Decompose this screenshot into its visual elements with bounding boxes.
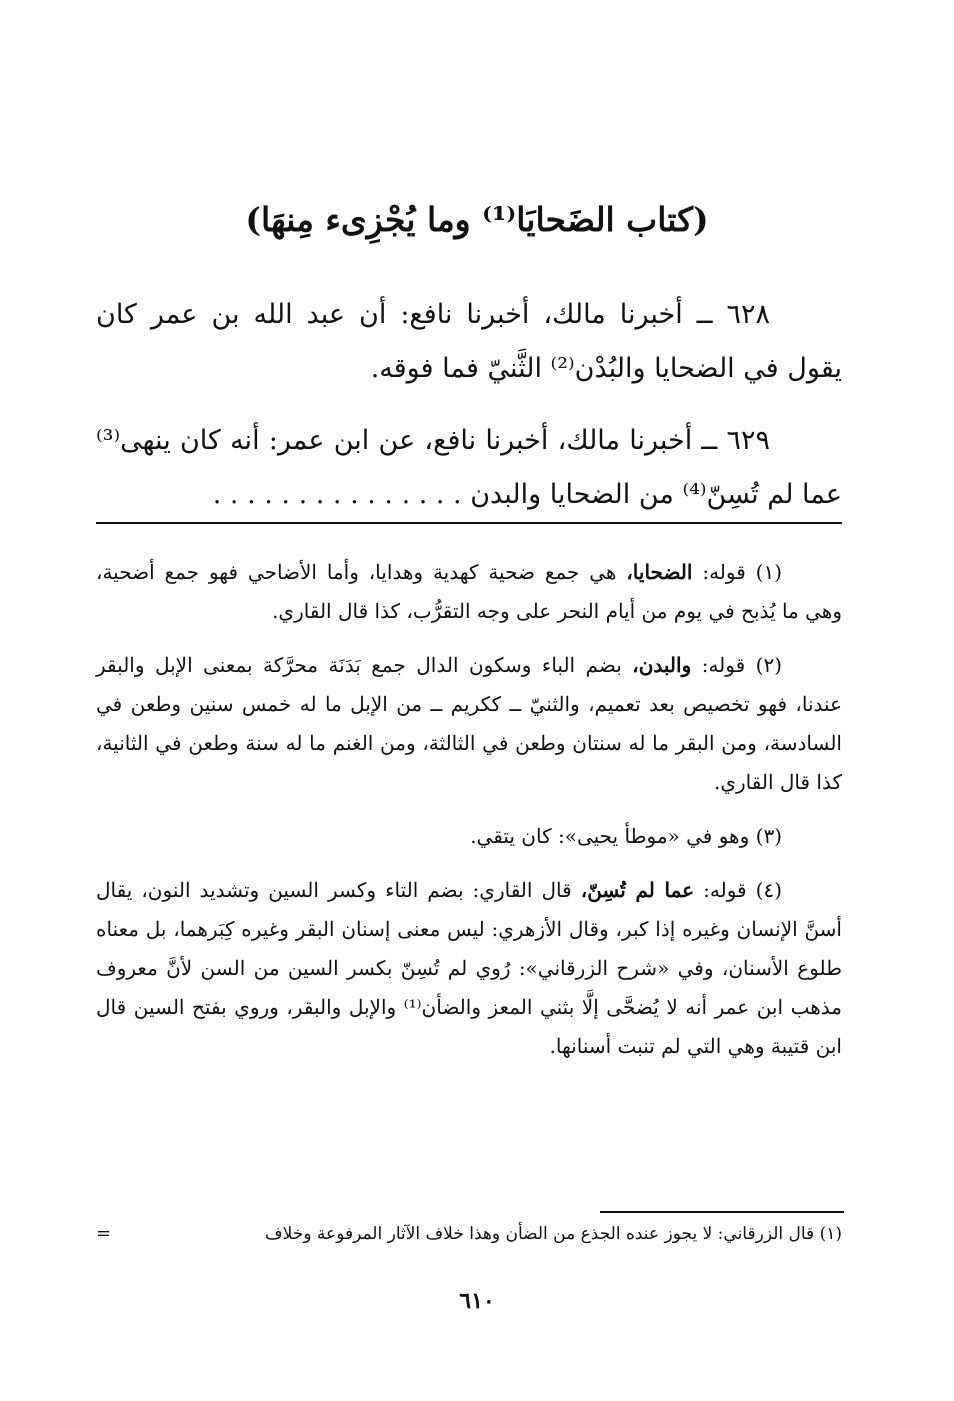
- sub-footnote: [96, 1219, 842, 1249]
- footnote-lead: قوله:: [701, 653, 746, 677]
- footnote-text: قال القاري: بضم التاء وكسر السين وتشديد النون، يقال أسنَّ الإنسان وغيره إذا كبر، وقال الأزهري: ليس معنى إسنان البقر وغيره كِبَرهما، بل معناه طلوع الأسنان، وفي «شرح الزرقاني»: رُوي لم تُسِنّ بكسر السين من السن لأنَّ معروف مذهب ابن عمر أنه لا يُضحَّى إلَّا بثني المعز والضأن⁽¹⁾ والإبل والبقر، وروي بفتح السين قال ابن قتيبة وهي التي لم تنبت أسنانها.: [96, 878, 842, 1058]
- footnote-2: [96, 646, 842, 802]
- footnote-keyword: والبدن،: [632, 653, 692, 677]
- footnote-1: [96, 553, 842, 631]
- hadith-628: ٦٢٨ ــ أخبرنا مالك، أخبرنا نافع: أن عبد الله بن عمر كان يقول في الضحايا والبُدْن⁽²⁾ الثَّنيّ فما فوقه.: [96, 299, 842, 384]
- footnote-separator: [96, 522, 842, 524]
- footnote-3: [96, 817, 842, 856]
- page-number: ٦١٠: [459, 1288, 495, 1314]
- footnote-lead: قوله:: [703, 878, 747, 902]
- footnote-text: هي جمع ضحية كهدية وهدايا، وأما الأضاحي فهو جمع أضحية، وهي ما يُذبح في يوم من أيام النحر على وجه التقرُّب، كذا قال القاري.: [96, 560, 842, 623]
- chapter-title: (كتاب الضَحايَا⁽¹⁾ وما يُجْزِىء مِنهَا): [245, 200, 709, 239]
- footnote-text: بضم الباء وسكون الدال جمع بَدَنَة محرَّكة بمعنى الإبل والبقر عندنا، فهو تخصيص بعد تعميم، والثنيّ ــ ككريم ــ من الإبل ما له خمس سنين وطعن في السادسة، ومن البقر ما له سنتان وطعن في الثالثة، ومن الغنم ما له سنة وطعن في الثانية، كذا قال القاري.: [96, 653, 842, 794]
- footnote-text: وهو في «موطأ يحيى»: كان يتقي.: [470, 824, 750, 848]
- footnote-lead: قوله:: [702, 560, 746, 584]
- footnote-marker: (٣): [755, 824, 782, 848]
- hadith-629: ٦٢٩ ــ أخبرنا مالك، أخبرنا نافع، عن ابن عمر: أنه كان ينهى⁽³⁾ عما لم تُسِنّ⁽⁴⁾ من الضحايا والبدن . . . . . . . . . . . . . . .: [96, 425, 842, 510]
- footnote-4: [96, 871, 842, 1066]
- main-text: [96, 288, 842, 540]
- sub-footnote-text: (١) قال الزرقاني: لا يجوز عنده الجذع من الضأن وهذا خلاف الآثار المرفوعة وخلاف: [265, 1224, 842, 1244]
- footnote-keyword: الضحايا،: [626, 560, 693, 584]
- continuation-mark: =: [96, 1223, 112, 1244]
- footnote-marker: (٤): [755, 878, 783, 902]
- footnote-marker: (٢): [755, 653, 782, 677]
- footnote-keyword: عما لم تُسِنّ،: [580, 878, 695, 902]
- footnote-marker: (١): [755, 560, 783, 584]
- subnote-separator: [600, 1211, 844, 1213]
- footnotes: [96, 553, 842, 1081]
